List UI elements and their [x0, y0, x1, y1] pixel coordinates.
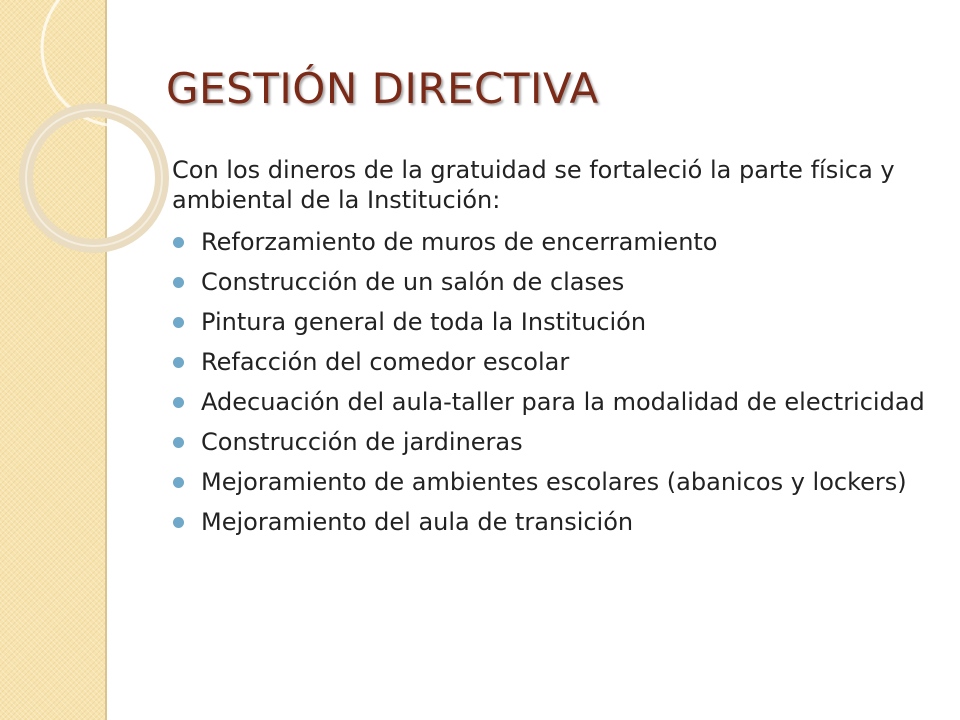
bullet-dot-icon	[173, 317, 184, 328]
slide-body	[172, 155, 942, 547]
bullet-item	[172, 307, 942, 337]
bullet-text: Adecuación del aula-taller para la modalidad de electricidad	[201, 388, 925, 416]
bullet-item	[172, 467, 942, 497]
bullet-item	[172, 347, 942, 377]
bullet-item	[172, 427, 942, 457]
bullet-dot-icon	[173, 237, 184, 248]
bullet-list	[172, 227, 942, 537]
bullet-item	[172, 387, 942, 417]
bullet-text: Refacción del comedor escolar	[201, 348, 570, 376]
bullet-dot-icon	[173, 357, 184, 368]
bullet-dot-icon	[173, 277, 184, 288]
slide-title: GESTIÓN DIRECTIVA	[166, 64, 599, 113]
bullet-text: Mejoramiento del aula de transición	[201, 508, 634, 536]
bullet-dot-icon	[173, 517, 184, 528]
bullet-dot-icon	[173, 397, 184, 408]
intro-paragraph: Con los dineros de la gratuidad se fortaleció la parte física y ambiental de la Institución:	[172, 156, 895, 214]
bullet-dot-icon	[173, 437, 184, 448]
bullet-item	[172, 227, 942, 257]
bullet-text: Mejoramiento de ambientes escolares (abanicos y lockers)	[201, 468, 907, 496]
bullet-text: Reforzamiento de muros de encerramiento	[201, 228, 718, 256]
bullet-item	[172, 267, 942, 297]
bullet-text: Pintura general de toda la Institución	[201, 308, 647, 336]
bullet-dot-icon	[173, 477, 184, 488]
bullet-text: Construcción de jardineras	[201, 428, 523, 456]
bullet-text: Construcción de un salón de clases	[201, 268, 625, 296]
bullet-item	[172, 507, 942, 537]
